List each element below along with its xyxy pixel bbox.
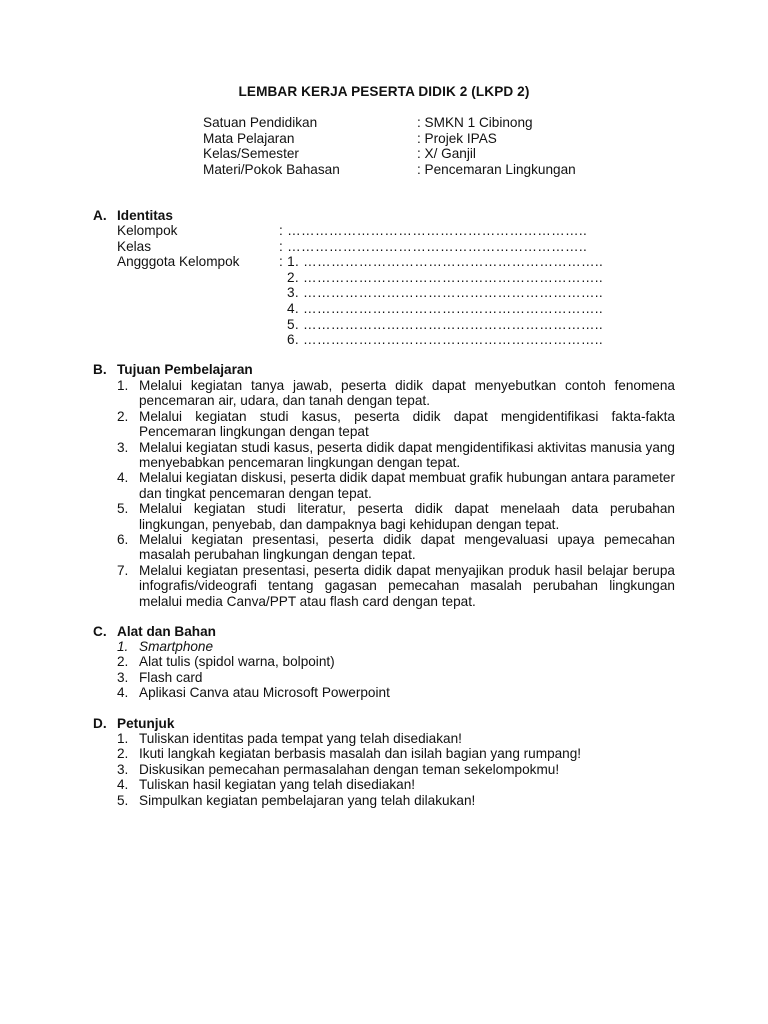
item-text: Ikuti langkah kegiatan berbasis masalah dan isilah bagian yang rumpang!	[139, 746, 582, 762]
kelas-label: Kelas	[117, 238, 152, 254]
list-item	[117, 762, 675, 777]
item-number: 1.	[117, 378, 129, 393]
meta-value: : Projek IPAS	[417, 130, 497, 146]
list-item	[117, 501, 675, 532]
list-item	[117, 639, 675, 654]
section-heading-tujuan	[93, 362, 253, 378]
item-text: Aplikasi Canva atau Microsoft Powerpoint	[139, 685, 390, 701]
kelompok-blank[interactable]: : ………………………………………………………..	[279, 223, 588, 238]
item-text: Melalui kegiatan studi kasus, peserta didik dapat mengidentifikasi fakta-fakta Pencemaran lingkungan dengan tepat	[139, 408, 675, 440]
item-text: Alat tulis (spidol warna, bolpoint)	[139, 654, 335, 670]
item-number: 3.	[117, 439, 129, 455]
list-item	[117, 777, 675, 792]
section-letter: D.	[93, 716, 107, 731]
page-title: LEMBAR KERJA PESERTA DIDIK 2 (LKPD 2)	[238, 84, 530, 99]
kelompok-label: Kelompok	[117, 223, 178, 238]
section-title: Petunjuk	[117, 716, 175, 731]
list-item	[117, 409, 675, 440]
meta-row-kelas	[203, 146, 576, 162]
kelas-blank[interactable]: : ………………………………………………………..	[279, 238, 588, 254]
meta-label: Mata Pelajaran	[203, 130, 295, 146]
section-letter: A.	[93, 208, 107, 223]
item-text: Tuliskan identitas pada tempat yang telah disediakan!	[139, 731, 462, 746]
item-number: 5.	[117, 792, 129, 808]
tujuan-list	[117, 378, 675, 609]
section-letter: B.	[93, 362, 107, 377]
list-item	[117, 685, 675, 700]
item-text: Melalui kegiatan studi kasus, peserta didik dapat mengidentifikasi aktivitas manusia yang menyebabkan pencemaran lingkungan dengan tepat.	[139, 439, 675, 471]
item-number: 1.	[117, 731, 129, 746]
meta-label: Kelas/Semester	[203, 146, 299, 161]
meta-value: : SMKN 1 Cibinong	[417, 115, 533, 130]
list-item	[117, 532, 675, 563]
section-letter: C.	[93, 624, 107, 639]
meta-row-satuan	[203, 115, 576, 131]
section-title: Alat dan Bahan	[117, 624, 216, 639]
anggota-row	[117, 254, 603, 270]
item-number: 1.	[117, 639, 129, 654]
item-number: 2.	[117, 746, 129, 762]
anggota-label: Angggota Kelompok	[117, 254, 240, 270]
list-item	[117, 378, 675, 409]
section-title: Tujuan Pembelajaran	[117, 362, 253, 377]
kelas-row	[117, 239, 603, 255]
list-item	[117, 746, 675, 761]
list-item	[117, 793, 675, 808]
item-text: Melalui kegiatan presentasi, peserta didik dapat mengevaluasi upaya pemecahan masalah perubahan lingkungan dengan tepat.	[139, 532, 675, 563]
item-number: 4.	[117, 685, 129, 701]
meta-value: : X/ Ganjil	[417, 146, 476, 161]
meta-value: : Pencemaran Lingkungan	[417, 161, 576, 177]
item-number: 5.	[117, 501, 129, 517]
list-item	[117, 470, 675, 501]
meta-row-materi	[203, 162, 576, 178]
item-text: Melalui kegiatan diskusi, peserta didik dapat membuat grafik hubungan antara parameter dan tingkat pencemaran dengan tepat.	[139, 470, 675, 501]
item-number: 7.	[117, 562, 129, 578]
item-text: Melalui kegiatan presentasi, peserta didik dapat menyajikan produk hasil belajar berupa infografis/videografi tentang gagasan pemecahan masalah perubahan lingkungan melalui media Canva/PPT atau flash card dengan tepat.	[139, 562, 675, 609]
list-item	[117, 440, 675, 471]
anggota-blank-2[interactable]: 2. ………………………………………………………..	[287, 269, 603, 285]
anggota-blank-3[interactable]: 3. ………………………………………………………..	[287, 285, 603, 301]
document-metadata	[203, 115, 576, 177]
item-text: Diskusikan pemecahan permasalahan dengan teman sekelompokmu!	[139, 761, 560, 777]
anggota-blank-5[interactable]: 5. ………………………………………………………..	[287, 316, 603, 332]
identitas-form	[117, 223, 603, 348]
list-item	[117, 654, 675, 669]
item-number: 2.	[117, 654, 129, 670]
item-text: Smartphone	[139, 639, 214, 654]
anggota-blank-4[interactable]: 4. ………………………………………………………..	[287, 300, 603, 316]
section-heading-identitas	[93, 208, 173, 224]
anggota-blank-6[interactable]: 6. ………………………………………………………..	[287, 332, 603, 348]
kelompok-row	[117, 223, 603, 239]
section-heading-petunjuk	[93, 716, 174, 732]
item-text: Flash card	[139, 669, 203, 685]
petunjuk-list	[117, 731, 675, 808]
item-number: 6.	[117, 532, 129, 548]
meta-label: Materi/Pokok Bahasan	[203, 161, 340, 177]
anggota-blank-1[interactable]: : 1. ………………………………………………………..	[279, 254, 604, 270]
item-text: Melalui kegiatan tanya jawab, peserta didik dapat menyebutkan contoh fenomena pencemaran air, udara, dan tanah dengan tepat.	[139, 378, 675, 409]
item-number: 4.	[117, 470, 129, 486]
list-item	[117, 563, 675, 609]
item-number: 3.	[117, 761, 129, 777]
section-heading-alat	[93, 624, 216, 640]
item-number: 2.	[117, 408, 129, 424]
meta-label: Satuan Pendidikan	[203, 115, 318, 130]
list-item	[117, 731, 675, 746]
meta-row-mapel	[203, 131, 576, 147]
alat-list	[117, 639, 675, 701]
item-text: Simpulkan kegiatan pembelajaran yang telah dilakukan!	[139, 792, 476, 808]
item-text: Melalui kegiatan studi literatur, peserta didik dapat menelaah data perubahan lingkungan, penyebab, dan dampaknya bagi kehidupan dengan tepat.	[139, 501, 675, 532]
item-text: Tuliskan hasil kegiatan yang telah disediakan!	[139, 777, 416, 793]
item-number: 3.	[117, 669, 129, 685]
item-number: 4.	[117, 777, 129, 793]
section-title: Identitas	[117, 208, 173, 223]
list-item	[117, 670, 675, 685]
